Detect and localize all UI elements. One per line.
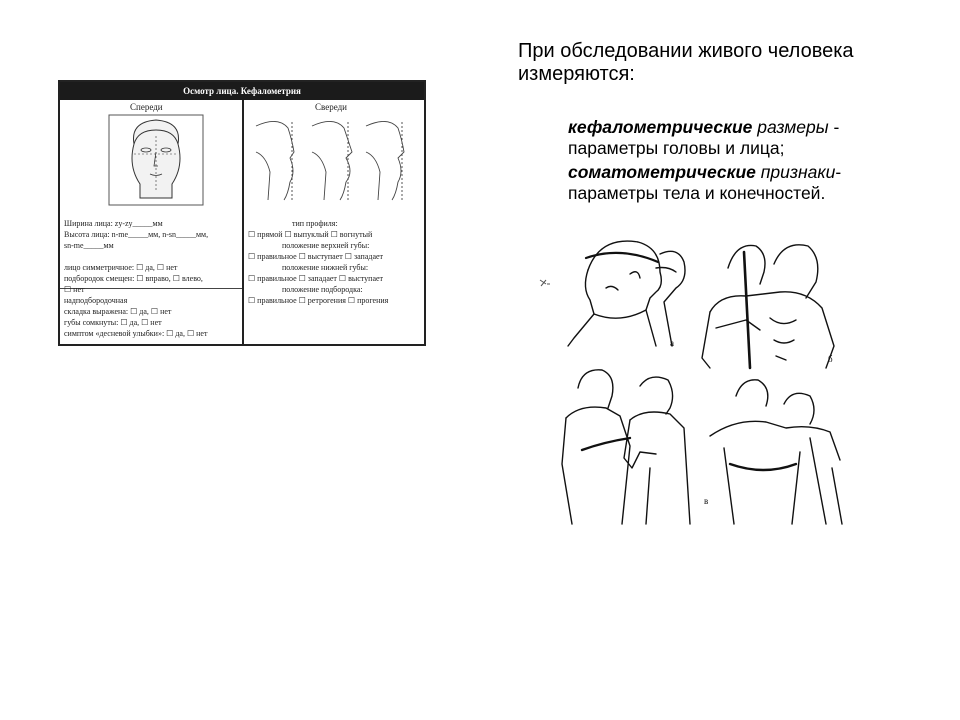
cephalometry-form-image bbox=[58, 80, 426, 346]
slide-heading: При обследовании живого человека измеряются: bbox=[518, 40, 854, 85]
form-right-heading: положение подбородка: bbox=[282, 285, 363, 294]
bullet-2-description: -параметры тела и конечностей. bbox=[568, 162, 842, 203]
panel-letter-v: в bbox=[704, 496, 709, 506]
form-left-line: подбородок смещен: ☐ вправо, ☐ влево, bbox=[64, 274, 203, 283]
panel-letter-b: б bbox=[828, 354, 833, 364]
form-right-line: ☐ правильное ☐ выступает ☐ западает bbox=[248, 252, 384, 261]
bullet-1-term: кефалометрические bbox=[568, 117, 753, 137]
form-right-heading: тип профиля: bbox=[292, 219, 338, 228]
form-left-line: ☐ нет bbox=[64, 285, 85, 294]
form-row-divider bbox=[60, 288, 242, 289]
form-left-line: симптом «десневой улыбки»: ☐ да, ☐ нет bbox=[64, 329, 208, 338]
form-left-line: лицо симметричное: ☐ да, ☐ нет bbox=[64, 263, 178, 272]
form-right-heading: положение верхней губы: bbox=[282, 241, 370, 250]
form-left-line: складка выражена: ☐ да, ☐ нет bbox=[64, 307, 172, 316]
bullet-2-noun: признаки bbox=[755, 162, 836, 182]
bullet-2-term: соматометрические bbox=[568, 162, 756, 182]
form-left-line: Высота лица: n-me_____мм, n-sn_____мм, bbox=[64, 230, 209, 239]
anthropometry-illustration bbox=[560, 228, 850, 530]
form-front-label: Спереди bbox=[130, 102, 163, 112]
form-column-divider bbox=[242, 100, 244, 344]
form-title: Осмотр лица. Кефалометрия bbox=[60, 82, 424, 100]
form-right-line: ☐ правильное ☐ ретрогения ☐ прогения bbox=[248, 296, 389, 305]
form-left-line: sn-me_____мм bbox=[64, 241, 114, 250]
form-right-heading: положение нижней губы: bbox=[282, 263, 369, 272]
form-side-label: Свереди bbox=[315, 102, 347, 112]
panel-letter-a: а bbox=[670, 338, 674, 348]
bullet-cephalometric bbox=[568, 117, 928, 159]
front-face-illustration bbox=[108, 114, 204, 206]
stray-mark-icon bbox=[538, 278, 552, 288]
profile-illustrations bbox=[248, 112, 420, 204]
bullet-1-description: - параметры головы и лица; bbox=[568, 117, 840, 158]
form-right-line: ☐ прямой ☐ выпуклый ☐ вогнутый bbox=[248, 230, 373, 239]
form-right-line: ☐ правильное ☐ западает ☐ выступает bbox=[248, 274, 384, 283]
bullet-somatometric bbox=[568, 162, 928, 204]
bullet-1-noun: размеры bbox=[752, 117, 829, 137]
form-left-line: надподбородочная bbox=[64, 296, 128, 305]
form-left-line: Ширина лица: zy-zy_____мм bbox=[64, 219, 163, 228]
form-left-line: губы сомкнуты: ☐ да, ☐ нет bbox=[64, 318, 162, 327]
